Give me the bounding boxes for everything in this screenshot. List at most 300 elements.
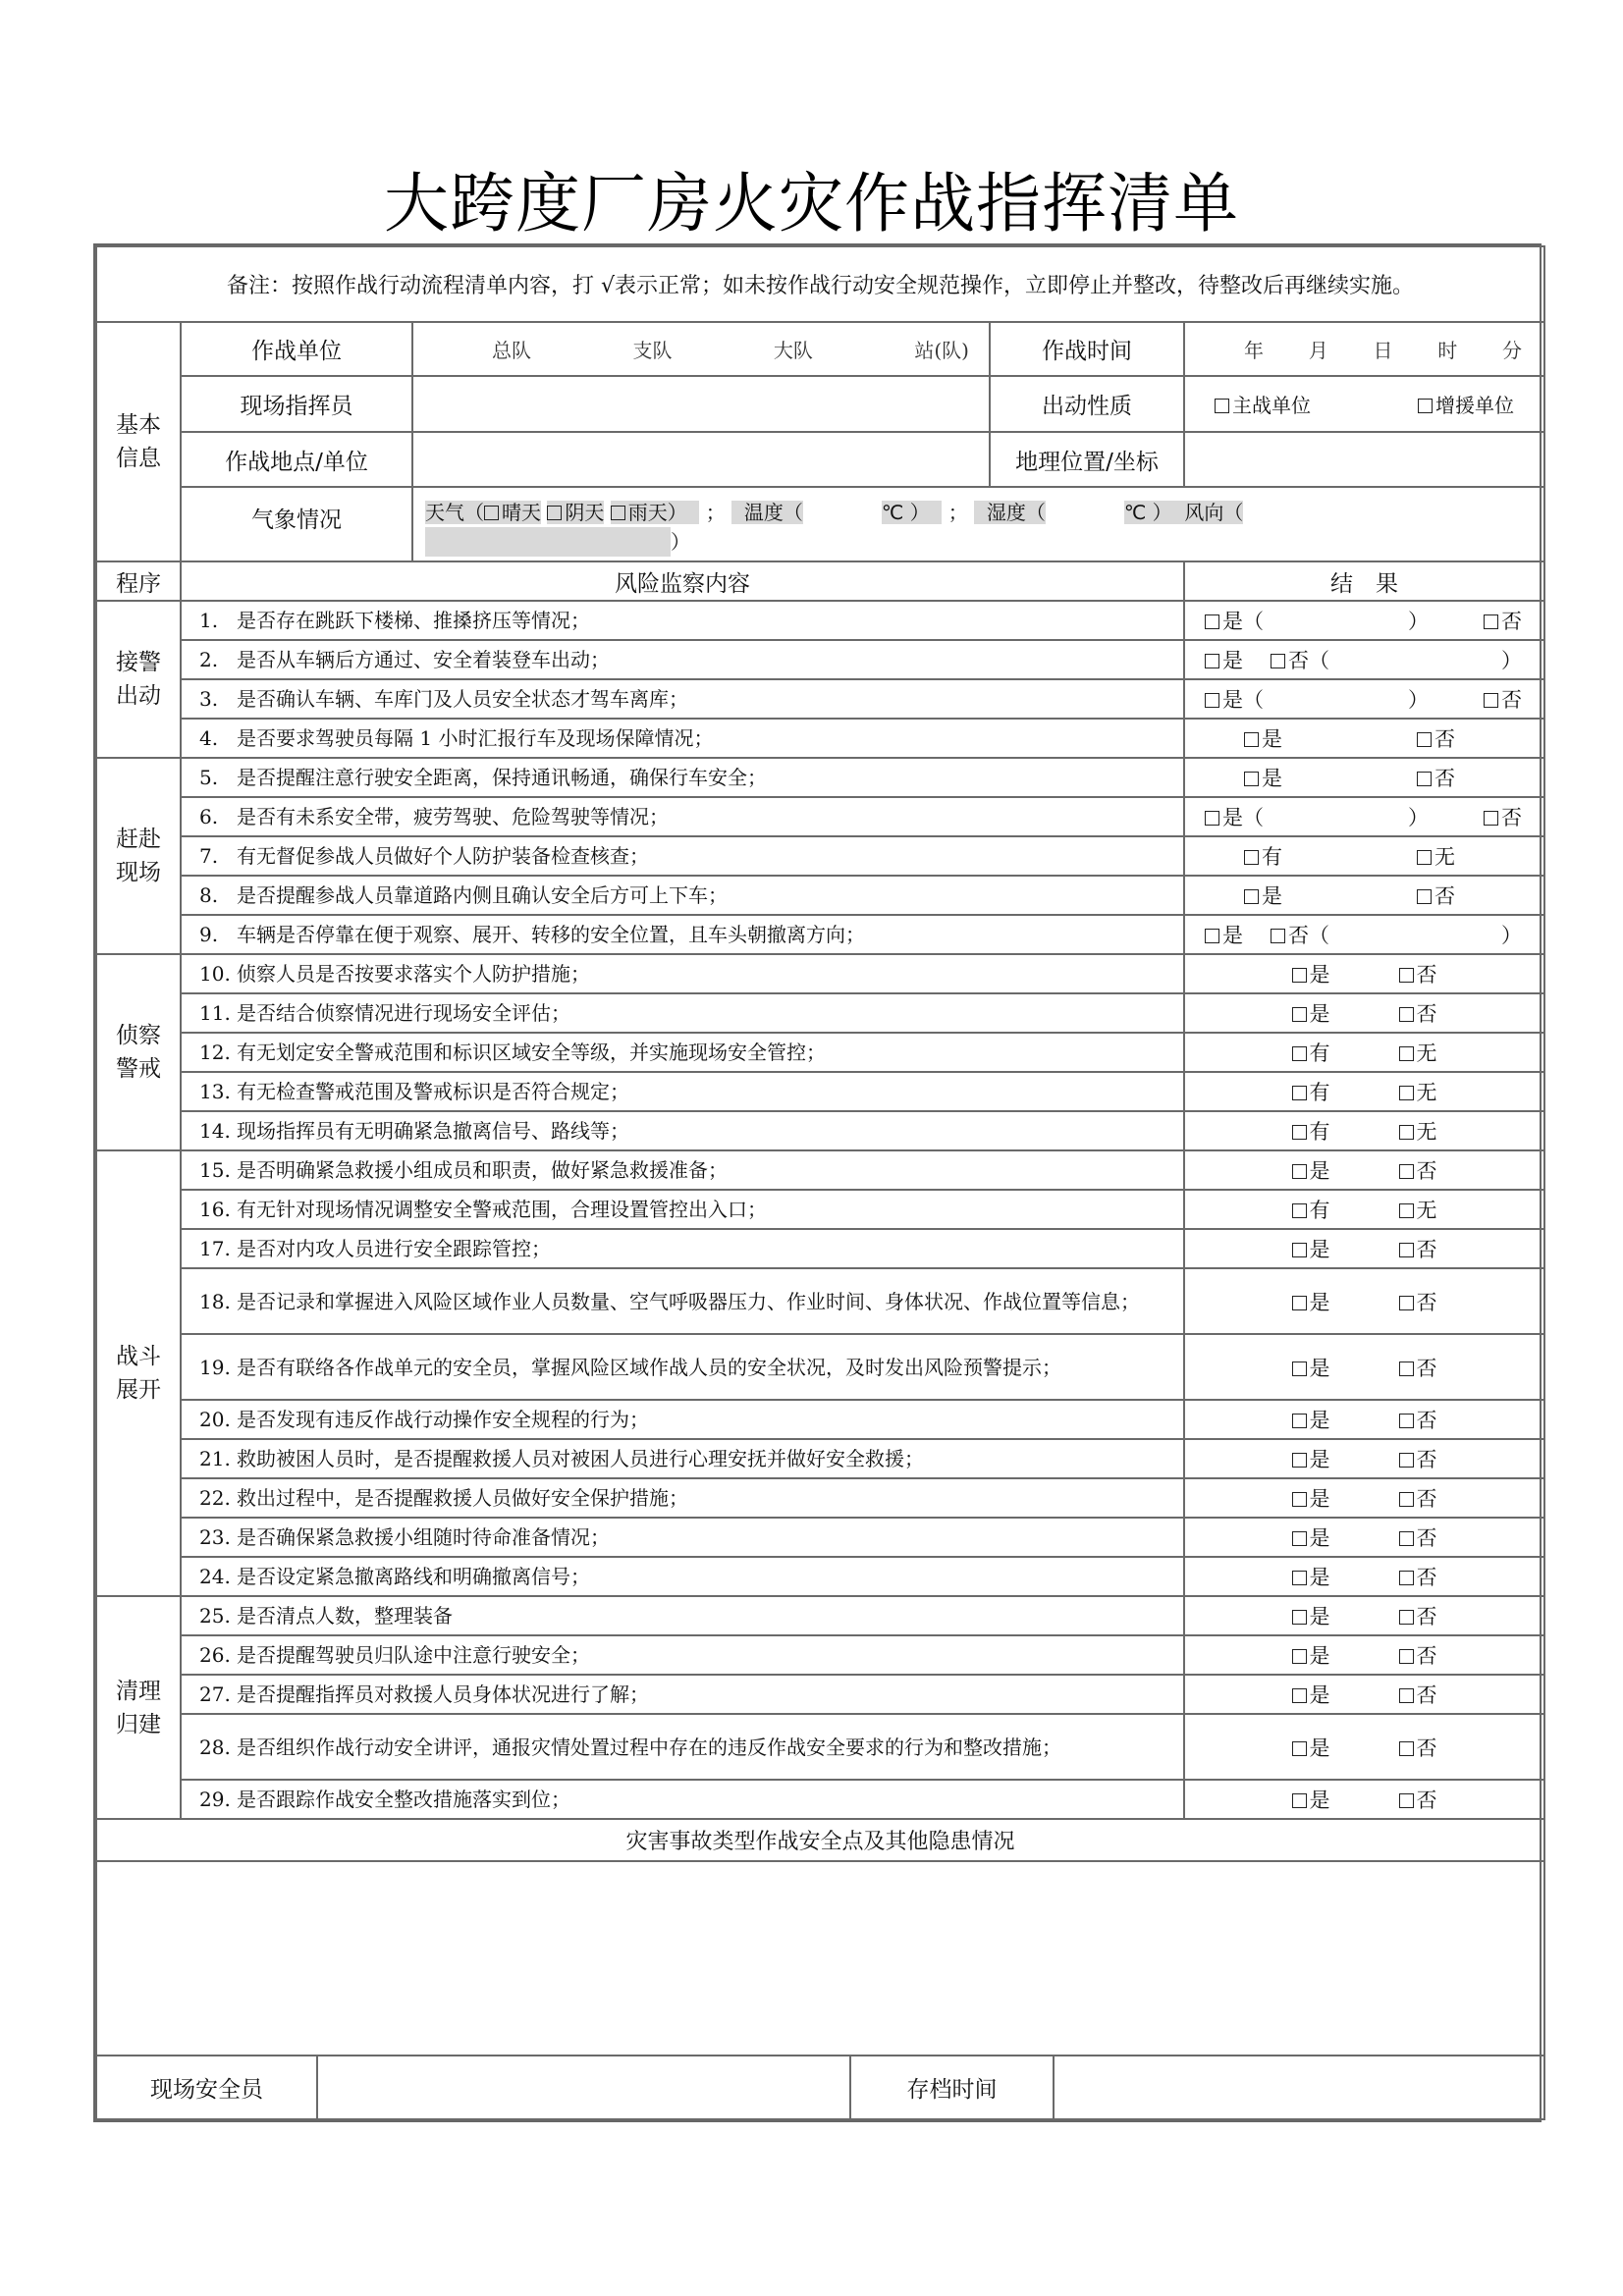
- item-text: 是否发现有违反作战行动操作安全规程的行为；: [237, 1408, 649, 1431]
- result-no-option[interactable]: 否: [1399, 1234, 1437, 1263]
- checkbox-icon: [1292, 1741, 1307, 1756]
- item-text: 是否提醒驾驶员归队途中注意行驶安全；: [237, 1643, 590, 1667]
- result-no-option[interactable]: 无: [1417, 841, 1455, 871]
- note-row: [96, 246, 1544, 322]
- result-yes-option[interactable]: 是: [1292, 1444, 1330, 1473]
- dispatch-option-reinforce[interactable]: 增援单位: [1418, 390, 1514, 418]
- unit-label: 作战单位: [181, 322, 412, 376]
- checkbox-icon: [1292, 968, 1307, 983]
- result-cell: [1184, 601, 1544, 640]
- item-number: 6.: [199, 805, 219, 828]
- checkbox-icon: [1399, 1571, 1414, 1585]
- hazard-heading: 灾害事故类型作战安全点及其他隐患情况: [96, 1820, 1544, 1861]
- item-text: 是否清点人数，整理装备: [237, 1604, 453, 1628]
- item-number: 7.: [199, 844, 219, 868]
- item-text: 是否设定紧急撤离路线和明确撤离信号；: [237, 1565, 590, 1588]
- checkbox-icon: [1484, 693, 1498, 708]
- item-number: 15.: [199, 1158, 231, 1182]
- table-row: [96, 836, 1544, 876]
- result-cell: [1184, 1439, 1544, 1478]
- checkbox-icon: [1292, 1649, 1307, 1664]
- checklist-item: [181, 679, 1184, 719]
- geo-field[interactable]: [1184, 432, 1544, 487]
- result-no-option[interactable]: 否: [1399, 1287, 1437, 1316]
- checklist-item: [181, 1072, 1184, 1111]
- result-yes-option[interactable]: 是: [1292, 1287, 1330, 1316]
- result-cell: [1184, 1190, 1544, 1229]
- checklist-item: [181, 1557, 1184, 1596]
- checklist-item: [181, 1675, 1184, 1714]
- checkbox-icon: [1244, 732, 1259, 747]
- checklist-item: [181, 1150, 1184, 1190]
- wind-label: 风向（: [1184, 501, 1244, 524]
- checkbox-icon: [1215, 399, 1229, 413]
- close-paren: ）: [1501, 649, 1523, 672]
- checklist-item: [181, 758, 1184, 797]
- unit-part-station: 站(队): [914, 339, 969, 362]
- item-text: 救助被困人员时，是否提醒救援人员对被困人员进行心理安抚并做好安全救援；: [237, 1447, 924, 1470]
- result-yes-option[interactable]: 是（: [1205, 684, 1264, 714]
- checklist-item: [181, 1478, 1184, 1518]
- result-cell: [1184, 1111, 1544, 1150]
- hazard-heading-row: [96, 1820, 1544, 1861]
- result-cell: [1184, 1033, 1544, 1072]
- item-number: 22.: [199, 1486, 231, 1510]
- result-no-option[interactable]: 否（: [1271, 645, 1329, 674]
- archive-time-label: 存档时间: [850, 2056, 1054, 2119]
- result-no-option[interactable]: 否: [1399, 959, 1437, 988]
- hazard-table: [95, 1820, 1545, 2120]
- item-text: 是否有联络各作战单元的安全员，掌握风险区域作战人员的安全状况，及时发出风险预警提示；: [237, 1355, 1061, 1379]
- weather-field: 天气（ 晴天 阴天 雨天） ； 温度（ ℃ ） ； 湿度（ ℃ ） 风向（ ）: [412, 487, 1544, 561]
- item-text: 是否跟踪作战安全整改措施落实到位；: [237, 1788, 570, 1811]
- location-field[interactable]: [412, 432, 990, 487]
- dispatch-field: [1184, 376, 1544, 432]
- checkbox-icon: [1399, 1610, 1414, 1625]
- checkbox-icon: [1417, 850, 1432, 865]
- checkbox-icon: [1399, 1046, 1414, 1061]
- item-number: 4.: [199, 726, 219, 750]
- basic-info-row-location: [96, 432, 1544, 487]
- safety-officer-label: 现场安全员: [96, 2056, 317, 2119]
- checkbox-icon: [1292, 1571, 1307, 1585]
- result-cell: [1184, 1072, 1544, 1111]
- checklist-item: [181, 1596, 1184, 1635]
- checkbox-icon: [1292, 1125, 1307, 1140]
- section-label: 接警出动: [96, 601, 181, 758]
- weather-option-cloudy[interactable]: 阴天: [547, 501, 604, 524]
- item-number: 5.: [199, 766, 219, 789]
- item-text: 是否提醒注意行驶安全距离，保持通讯畅通，确保行车安全；: [237, 766, 767, 789]
- item-text: 是否确保紧急救援小组随时待命准备情况；: [237, 1525, 610, 1549]
- close-paren: ）: [1408, 610, 1430, 633]
- checkbox-icon: [1292, 1203, 1307, 1218]
- result-yes-option[interactable]: 有: [1292, 1116, 1330, 1146]
- result-no-option[interactable]: 否: [1399, 1483, 1437, 1513]
- item-text: 是否对内攻人员进行安全跟踪管控；: [237, 1237, 551, 1260]
- hazard-content-area[interactable]: [96, 1861, 1544, 2056]
- result-yes-option[interactable]: 是: [1292, 1522, 1330, 1552]
- checkbox-icon: [1292, 1086, 1307, 1100]
- result-yes-option[interactable]: 是: [1244, 763, 1282, 792]
- result-no-option[interactable]: 否: [1399, 1733, 1437, 1762]
- table-row: [96, 640, 1544, 679]
- result-yes-option[interactable]: 是: [1292, 1640, 1330, 1670]
- checkbox-icon: [1292, 1531, 1307, 1546]
- table-row: [96, 1478, 1544, 1518]
- checkbox-icon: [1205, 929, 1219, 943]
- result-no-option[interactable]: 无: [1399, 1077, 1437, 1106]
- result-cell: [1184, 915, 1544, 954]
- item-number: 26.: [199, 1643, 231, 1667]
- checkbox-icon: [1399, 1492, 1414, 1507]
- checklist-item: [181, 1439, 1184, 1478]
- checkbox-icon: [611, 506, 625, 520]
- note-text: 备注：按照作战行动流程清单内容，打 √表示正常；如未按作战行动安全规范操作，立即停止并整改，待整改后再继续实施。: [96, 246, 1544, 322]
- checklist-form: [93, 243, 1542, 2122]
- checklist-item: [181, 954, 1184, 993]
- result-cell: [1184, 797, 1544, 836]
- checklist-item: [181, 836, 1184, 876]
- result-yes-option[interactable]: 是: [1292, 1733, 1330, 1762]
- item-text: 是否从车辆后方通过、安全着装登车出动；: [237, 648, 610, 671]
- result-cell: [1184, 640, 1544, 679]
- table-header-row: [96, 561, 1544, 601]
- checkbox-icon: [1399, 1414, 1414, 1428]
- checkbox-icon: [1399, 1362, 1414, 1376]
- item-number: 3.: [199, 687, 219, 711]
- checkbox-icon: [1292, 1414, 1307, 1428]
- result-no-option[interactable]: 无: [1399, 1038, 1437, 1067]
- item-number: 24.: [199, 1565, 231, 1588]
- table-row: [96, 1033, 1544, 1072]
- result-yes-option[interactable]: 是: [1292, 1155, 1330, 1185]
- result-cell: [1184, 719, 1544, 758]
- checkbox-icon: [484, 506, 499, 520]
- result-cell: [1184, 993, 1544, 1033]
- item-number: 27.: [199, 1682, 231, 1706]
- result-no-option[interactable]: 否: [1417, 763, 1455, 792]
- checkbox-icon: [1292, 1688, 1307, 1703]
- checkbox-icon: [1205, 693, 1219, 708]
- item-text: 是否存在跳跃下楼梯、推搡挤压等情况；: [237, 609, 590, 632]
- item-number: 14.: [199, 1119, 231, 1143]
- checklist-item: [181, 1111, 1184, 1150]
- item-text: 是否记录和掌握进入风险区域作业人员数量、空气呼吸器压力、作业时间、身体状况、作战位置等信息；: [237, 1289, 1140, 1313]
- result-no-option[interactable]: 否: [1484, 606, 1522, 635]
- weather-option-sunny[interactable]: 晴天: [484, 501, 541, 524]
- item-number: 21.: [199, 1447, 231, 1470]
- checklist-item: [181, 1229, 1184, 1268]
- checklist-item: [181, 915, 1184, 954]
- table-row: [96, 1780, 1544, 1819]
- table-row: [96, 719, 1544, 758]
- result-cell: [1184, 1635, 1544, 1675]
- result-yes-option[interactable]: 有: [1292, 1195, 1330, 1224]
- item-number: 29.: [199, 1788, 231, 1811]
- table-row: [96, 1111, 1544, 1150]
- table-row: [96, 1596, 1544, 1635]
- checkbox-icon: [1399, 1125, 1414, 1140]
- item-text: 是否提醒指挥员对救援人员身体状况进行了解；: [237, 1682, 649, 1706]
- checkbox-icon: [1399, 1296, 1414, 1310]
- result-no-option[interactable]: 否: [1399, 1522, 1437, 1552]
- time-day: 日: [1373, 339, 1393, 362]
- table-row: [96, 1714, 1544, 1780]
- table-row: [96, 1518, 1544, 1557]
- checkbox-icon: [1292, 1453, 1307, 1468]
- time-year: 年: [1244, 339, 1264, 362]
- weather-prefix: 天气（: [425, 501, 484, 524]
- item-number: 16.: [199, 1198, 231, 1221]
- checkbox-icon: [1205, 654, 1219, 668]
- basic-info-row-unit: [96, 322, 1544, 376]
- section-label: 赶赴现场: [96, 758, 181, 954]
- result-no-option[interactable]: 否: [1484, 684, 1522, 714]
- checkbox-icon: [1399, 968, 1414, 983]
- result-cell: [1184, 679, 1544, 719]
- result-no-option[interactable]: 否: [1399, 1405, 1437, 1434]
- checkbox-icon: [1399, 1243, 1414, 1257]
- result-no-option[interactable]: 否: [1399, 998, 1437, 1028]
- checklist-item: [181, 1635, 1184, 1675]
- time-hour: 时: [1437, 339, 1458, 362]
- item-text: 是否结合侦察情况进行现场安全评估；: [237, 1001, 570, 1025]
- item-text: 是否提醒参战人员靠道路内侧且确认安全后方可上下车；: [237, 883, 728, 907]
- unit-field[interactable]: [412, 322, 990, 376]
- result-no-option[interactable]: 否: [1399, 1444, 1437, 1473]
- table-row: [96, 993, 1544, 1033]
- result-cell: [1184, 1478, 1544, 1518]
- checkbox-icon: [1205, 614, 1219, 629]
- table-row: [96, 1268, 1544, 1334]
- table-row: [96, 601, 1544, 640]
- section-label-basic-info: 基本信息: [96, 322, 181, 561]
- checklist-item: [181, 1518, 1184, 1557]
- time-field[interactable]: [1184, 322, 1544, 376]
- checklist-item: [181, 1714, 1184, 1780]
- close-paren: ）: [1408, 806, 1430, 829]
- dispatch-option-main[interactable]: 主战单位: [1215, 390, 1311, 418]
- item-number: 20.: [199, 1408, 231, 1431]
- checkbox-icon: [1399, 1086, 1414, 1100]
- weather-option-rainy[interactable]: 雨天）: [611, 501, 700, 524]
- result-no-option[interactable]: 否: [1399, 1353, 1437, 1382]
- header-procedure: 程序: [96, 561, 181, 601]
- result-cell: [1184, 1596, 1544, 1635]
- item-text: 是否确认车辆、车库门及人员安全状态才驾车离库；: [237, 687, 688, 711]
- result-cell: [1184, 1518, 1544, 1557]
- checklist-item: [181, 601, 1184, 640]
- item-text: 救出过程中，是否提醒救援人员做好安全保护措施；: [237, 1486, 688, 1510]
- geo-label: 地理位置/坐标: [990, 432, 1184, 487]
- checklist-item: [181, 719, 1184, 758]
- checklist-item: [181, 876, 1184, 915]
- table-row: [96, 1635, 1544, 1675]
- table-row: [96, 1557, 1544, 1596]
- checklist-item: [181, 1190, 1184, 1229]
- checkbox-icon: [1244, 772, 1259, 786]
- item-number: 18.: [199, 1289, 231, 1313]
- checkbox-icon: [1399, 1649, 1414, 1664]
- checkbox-icon: [1399, 1007, 1414, 1022]
- checkbox-icon: [1292, 1362, 1307, 1376]
- table-row: [96, 1150, 1544, 1190]
- result-yes-option[interactable]: 是: [1205, 920, 1243, 949]
- checkbox-icon: [1399, 1203, 1414, 1218]
- result-yes-option[interactable]: 是: [1292, 998, 1330, 1028]
- result-no-option[interactable]: 无: [1399, 1116, 1437, 1146]
- result-cell: [1184, 1675, 1544, 1714]
- result-yes-option[interactable]: 是: [1292, 1562, 1330, 1591]
- item-text: 有无针对现场情况调整安全警戒范围，合理设置管控出入口；: [237, 1198, 767, 1221]
- checkbox-icon: [1417, 772, 1432, 786]
- footer-row: [96, 2056, 1544, 2119]
- item-number: 2.: [199, 648, 219, 671]
- table-row: [96, 915, 1544, 954]
- unit-part-detachment: 支队: [632, 339, 673, 362]
- checkbox-icon: [1484, 811, 1498, 826]
- checkbox-icon: [1399, 1741, 1414, 1756]
- time-label: 作战时间: [990, 322, 1184, 376]
- result-yes-option[interactable]: 有: [1244, 841, 1282, 871]
- result-no-option[interactable]: 否: [1399, 1640, 1437, 1670]
- temperature-label: 温度（: [731, 501, 803, 524]
- result-no-option[interactable]: 否（: [1271, 920, 1329, 949]
- result-yes-option[interactable]: 是: [1292, 1601, 1330, 1630]
- result-no-option[interactable]: 否: [1484, 802, 1522, 831]
- table-row: [96, 1334, 1544, 1400]
- dispatch-label: 出动性质: [990, 376, 1184, 432]
- item-text: 有无督促参战人员做好个人防护装备检查核查；: [237, 844, 649, 868]
- table-row: [96, 954, 1544, 993]
- checkbox-icon: [1271, 929, 1285, 943]
- checkbox-icon: [1292, 1296, 1307, 1310]
- checkbox-icon: [1292, 1046, 1307, 1061]
- result-yes-option[interactable]: 有: [1292, 1038, 1330, 1067]
- result-cell: [1184, 1334, 1544, 1400]
- item-number: 10.: [199, 962, 231, 986]
- section-label: 战斗展开: [96, 1150, 181, 1596]
- item-text: 现场指挥员有无明确紧急撤离信号、路线等；: [237, 1119, 629, 1143]
- table-row: [96, 876, 1544, 915]
- checkbox-icon: [1484, 614, 1498, 629]
- checkbox-icon: [1418, 399, 1433, 413]
- result-no-option[interactable]: 否: [1399, 1562, 1437, 1591]
- item-text: 有无划定安全警戒范围和标识区域安全等级，并实施现场安全管控；: [237, 1041, 826, 1064]
- hazard-content-row: [96, 1861, 1544, 2056]
- result-yes-option[interactable]: 是: [1292, 959, 1330, 988]
- weather-label: 气象情况: [181, 487, 412, 561]
- item-text: 侦察人员是否按要求落实个人防护措施；: [237, 962, 590, 986]
- checkbox-icon: [1399, 1793, 1414, 1808]
- item-number: 11.: [199, 1001, 231, 1025]
- item-number: 1.: [199, 609, 219, 632]
- location-label: 作战地点/单位: [181, 432, 412, 487]
- result-cell: [1184, 1714, 1544, 1780]
- item-number: 9.: [199, 923, 219, 946]
- checkbox-icon: [1399, 1531, 1414, 1546]
- result-no-option[interactable]: 否: [1399, 1601, 1437, 1630]
- table-row: [96, 1190, 1544, 1229]
- item-number: 13.: [199, 1080, 231, 1103]
- item-number: 28.: [199, 1735, 231, 1759]
- result-yes-option[interactable]: 是: [1244, 881, 1282, 910]
- result-yes-option[interactable]: 是: [1292, 1785, 1330, 1814]
- item-number: 23.: [199, 1525, 231, 1549]
- checkbox-icon: [1292, 1492, 1307, 1507]
- commander-label: 现场指挥员: [181, 376, 412, 432]
- result-yes-option[interactable]: 是: [1292, 1483, 1330, 1513]
- safety-officer-field[interactable]: [317, 2056, 850, 2119]
- basic-info-row-commander: [96, 376, 1544, 432]
- checkbox-icon: [1292, 1793, 1307, 1808]
- checkbox-icon: [1292, 1243, 1307, 1257]
- item-number: 19.: [199, 1355, 231, 1379]
- table-row: [96, 1439, 1544, 1478]
- table-row: [96, 1072, 1544, 1111]
- time-month: 月: [1308, 339, 1328, 362]
- result-no-option[interactable]: 否: [1399, 1155, 1437, 1185]
- result-yes-option[interactable]: 是: [1292, 1405, 1330, 1434]
- result-yes-option[interactable]: 是: [1292, 1680, 1330, 1709]
- checkbox-icon: [1205, 811, 1219, 826]
- checkbox-icon: [1399, 1688, 1414, 1703]
- basic-info-row-weather: [96, 487, 1544, 561]
- checkbox-icon: [1244, 889, 1259, 904]
- item-text: 是否有未系安全带，疲劳驾驶、危险驾驶等情况；: [237, 805, 669, 828]
- result-yes-option[interactable]: 是: [1292, 1234, 1330, 1263]
- result-yes-option[interactable]: 是: [1244, 723, 1282, 753]
- result-no-option[interactable]: 否: [1399, 1680, 1437, 1709]
- checkbox-icon: [1417, 889, 1432, 904]
- result-no-option[interactable]: 否: [1399, 1785, 1437, 1814]
- checklist-item: [181, 640, 1184, 679]
- time-minute: 分: [1502, 339, 1522, 362]
- checklist-item: [181, 1780, 1184, 1819]
- result-cell: [1184, 1268, 1544, 1334]
- result-cell: [1184, 1150, 1544, 1190]
- result-no-option[interactable]: 无: [1399, 1195, 1437, 1224]
- result-yes-option[interactable]: 是（: [1205, 802, 1264, 831]
- result-yes-option[interactable]: 是（: [1205, 606, 1264, 635]
- result-yes-option[interactable]: 是: [1292, 1353, 1330, 1382]
- item-number: 17.: [199, 1237, 231, 1260]
- header-content: 风险监察内容: [181, 561, 1184, 601]
- checkbox-icon: [1292, 1610, 1307, 1625]
- item-text: 是否要求驾驶员每隔 1 小时汇报行车及现场保障情况；: [237, 726, 714, 750]
- result-cell: [1184, 836, 1544, 876]
- archive-time-field[interactable]: [1054, 2056, 1544, 2119]
- section-label: 清理归建: [96, 1596, 181, 1819]
- wind-input[interactable]: [425, 527, 671, 557]
- checkbox-icon: [547, 506, 562, 520]
- checkbox-icon: [1292, 1007, 1307, 1022]
- result-yes-option[interactable]: 有: [1292, 1077, 1330, 1106]
- humidity-label: 湿度（: [974, 501, 1046, 524]
- item-number: 8.: [199, 883, 219, 907]
- result-yes-option[interactable]: 是: [1205, 645, 1243, 674]
- result-cell: [1184, 1400, 1544, 1439]
- commander-field[interactable]: [412, 376, 990, 432]
- result-no-option[interactable]: 否: [1417, 723, 1455, 753]
- checklist-item: [181, 1400, 1184, 1439]
- table-row: [96, 1229, 1544, 1268]
- checklist-table: [95, 245, 1545, 1820]
- result-no-option[interactable]: 否: [1417, 881, 1455, 910]
- table-row: [96, 797, 1544, 836]
- table-row: [96, 1675, 1544, 1714]
